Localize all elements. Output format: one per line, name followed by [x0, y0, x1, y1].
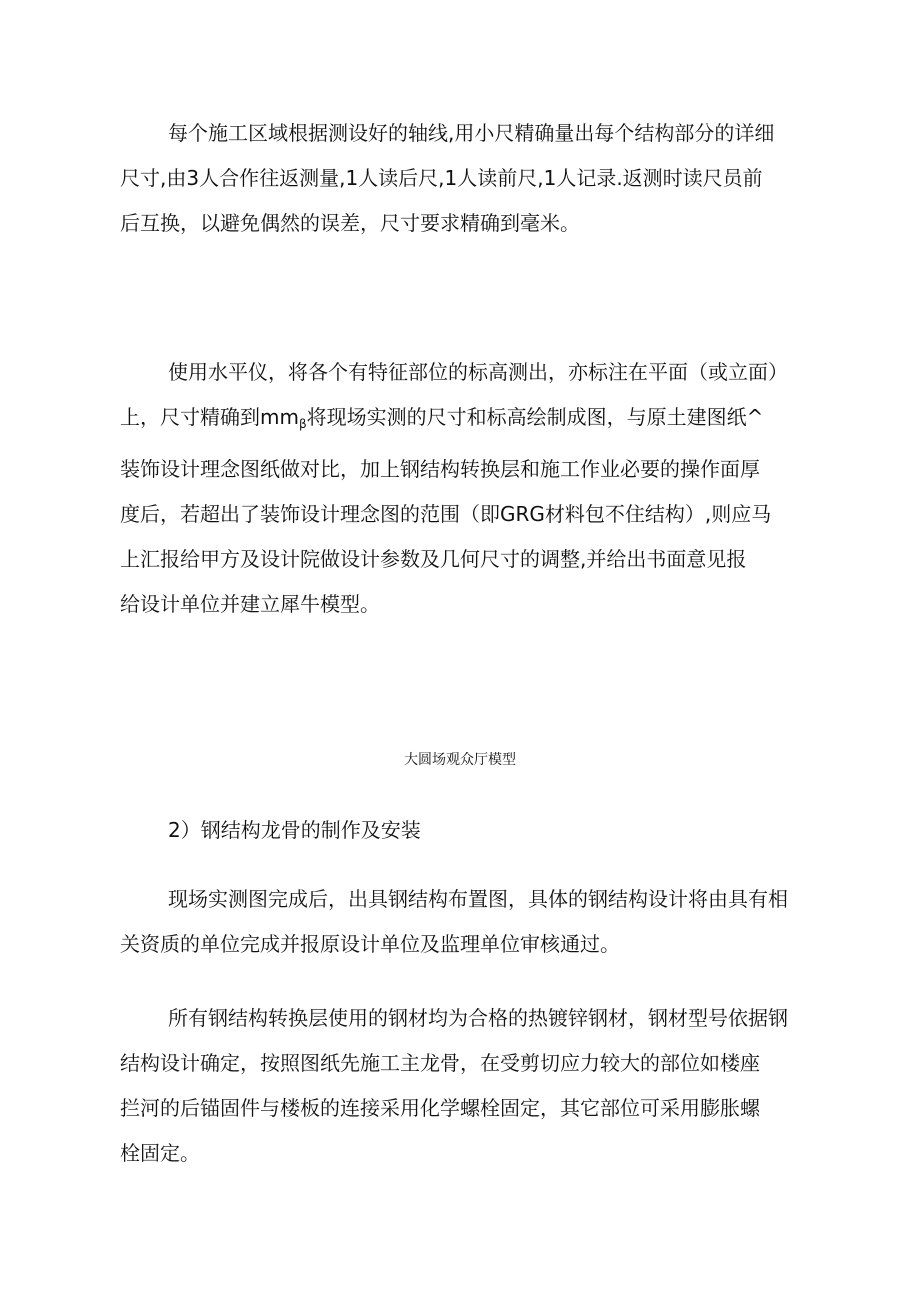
- paragraph-steel-layout: [120, 877, 800, 967]
- text-fragment: 上，尺寸精确到mm: [120, 405, 299, 429]
- text-line: 装饰设计理念图纸做对比，加上钢结构转换层和施工作业必要的操作面厚: [120, 457, 760, 481]
- text-line: 结构设计确定，按照图纸先施工主龙骨，在受剪切应力较大的部位如楼座: [120, 1051, 760, 1075]
- paragraph-survey-method: [120, 111, 800, 246]
- text-line: 度后，若超出了装饰设计理念图的范围（即GRG材料包不住结构）,则应马: [120, 502, 772, 526]
- text-line: 使用水平仪，将各个有特征部位的标高测出，亦标注在平面（或立面）: [168, 360, 788, 384]
- text-line: 每个施工区域根据测设好的轴线,用小尺精确量出每个结构部分的详细: [168, 121, 775, 145]
- text-line: 给设计单位并建立犀牛模型。: [120, 592, 380, 616]
- text-line: 后互换，以避免偶然的误差，尺寸要求精确到毫米。: [120, 211, 580, 235]
- paragraph-steel-materials: [120, 996, 800, 1176]
- text-line: 尺寸,由3人合作往返测量,1人读后尺,1人读前尺,1人记录.返测时读尺员前: [120, 166, 763, 190]
- text-line: 栓固定。: [120, 1141, 200, 1165]
- paragraph-elevation-survey: [120, 350, 800, 627]
- text-line: 现场实测图完成后，出具钢结构布置图，具体的钢结构设计将由具有相: [168, 887, 788, 911]
- text-line: 拦河的后锚固件与楼板的连接采用化学螺栓固定，其它部位可采用膨胀螺: [120, 1096, 760, 1120]
- text-fragment: 将现场实测的尺寸和标高绘制成图，与原土建图纸^: [306, 405, 764, 429]
- section-heading: [120, 808, 800, 853]
- text-line: [120, 395, 800, 447]
- subscript-beta: β: [298, 417, 307, 431]
- figure-caption: 大圆场观众厅模型: [404, 752, 516, 768]
- text-line: 关资质的单位完成并报原设计单位及监理单位审核通过。: [120, 932, 620, 956]
- text-line: 上汇报给甲方及设计院做设计参数及几何尺寸的调整,并给出书面意见报: [120, 547, 747, 571]
- heading-text: 2）钢结构龙骨的制作及安装: [168, 818, 421, 842]
- text-line: 所有钢结构转换层使用的钢材均为合格的热镀锌钢材，钢材型号依据钢: [168, 1006, 788, 1030]
